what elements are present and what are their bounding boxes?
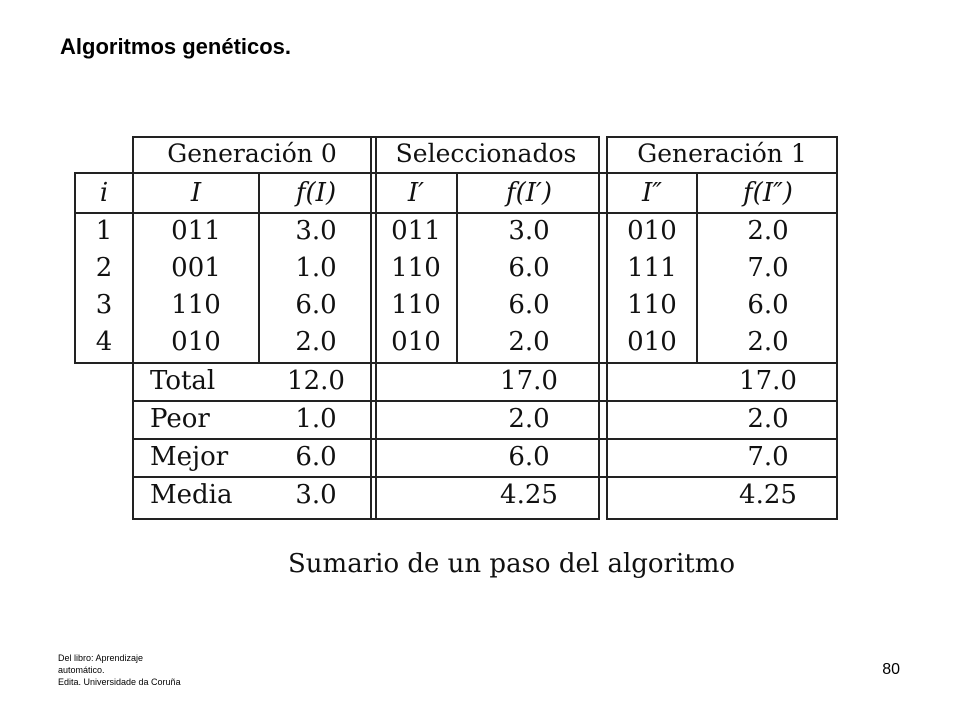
summary-label: Mejor [150,442,229,472]
table-cell: 3.0 [508,216,550,246]
source-line: Del libro: Aprendizaje [58,653,144,663]
summary-cell: 12.0 [287,366,345,396]
table-cell: 2.0 [295,327,337,357]
summary-cell: 17.0 [500,366,558,396]
column-header-selected-fitness: f(I′) [505,178,553,208]
table-cell: 110 [391,290,441,320]
source-line: Edita. Universidade da Coruña [58,677,181,687]
rule-summary-1 [132,400,838,402]
table-cell: 010 [627,327,677,357]
slide-title: Algoritmos genéticos. [60,34,292,59]
table-cell: 6.0 [747,290,789,320]
column-header-fitness: f(I) [295,178,337,208]
page-number: 80 [882,661,900,678]
source-line: automático. [58,665,105,675]
table-cell: 110 [627,290,677,320]
table-cell: 110 [391,253,441,283]
table-caption: Sumario de un paso del algoritmo [288,549,736,579]
table-cell: 1 [95,216,113,246]
column-header-new-individual: I″ [642,178,662,208]
summary-cell: 7.0 [747,442,789,472]
group-header-generation-0: Generación 0 [167,139,337,168]
table-cell: 011 [171,216,221,246]
table-cell: 3.0 [295,216,337,246]
column-header-i: i [99,178,109,208]
table-cell: 111 [627,253,677,283]
column-header-individual: I [190,178,202,208]
table-cell: 2.0 [508,327,550,357]
summary-cell: 1.0 [295,404,337,434]
table-cell: 2.0 [747,327,789,357]
table-cell: 2 [95,253,113,283]
summary-cell: 6.0 [295,442,337,472]
rule-summary-2 [132,438,838,440]
table-cell: 3 [95,290,113,320]
summary-cell: 2.0 [508,404,550,434]
summary-cell: 6.0 [508,442,550,472]
table-cell: 010 [391,327,441,357]
table-cell: 2.0 [747,216,789,246]
table-cell: 1.0 [295,253,337,283]
column-header-new-fitness: f(I″) [743,178,793,208]
summary-label: Total [150,366,216,396]
table-cell: 7.0 [747,253,789,283]
summary-cell: 17.0 [739,366,797,396]
summary-cell: 4.25 [500,480,558,510]
summary-table [74,128,844,528]
group-header-selected: Seleccionados [395,139,577,168]
table-cell: 110 [171,290,221,320]
rule-summary-3 [132,476,838,478]
source-note [58,652,208,688]
group-header-generation-1: Generación 1 [637,139,807,168]
table-cell: 010 [171,327,221,357]
table-cell: 4 [95,327,113,357]
table-cell: 001 [171,253,221,283]
summary-cell: 4.25 [739,480,797,510]
summary-label: Peor [150,404,210,434]
table-cell: 010 [627,216,677,246]
column-header-selected-individual: I′ [407,178,425,208]
summary-cell: 2.0 [747,404,789,434]
table-cell: 6.0 [508,253,550,283]
table-cell: 011 [391,216,441,246]
table-cell: 6.0 [295,290,337,320]
table-cell: 6.0 [508,290,550,320]
summary-label: Media [150,480,233,510]
summary-cell: 3.0 [295,480,337,510]
